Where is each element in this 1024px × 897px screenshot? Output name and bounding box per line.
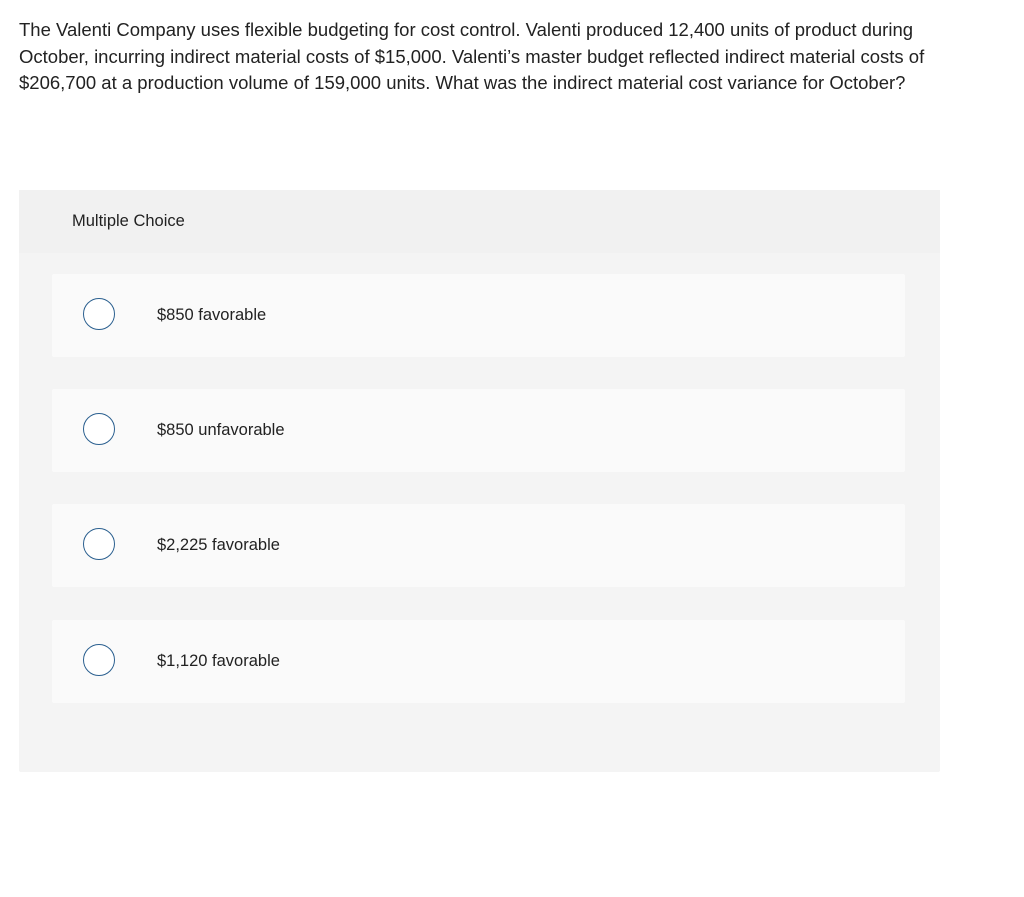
- answer-option-1[interactable]: [52, 274, 905, 357]
- multiple-choice-header: [19, 190, 940, 253]
- question-text: The Valenti Company uses flexible budgeting for cost control. Valenti produced 12,400 units of product during October, incurring indirect material costs of $15,000. Valenti’s master budget reflected indirect material costs of $206,700 at a production volume of 159,000 units. What was the indirect material cost variance for October?: [19, 19, 925, 93]
- answer-option-label: $2,225 favorable: [157, 536, 280, 554]
- answer-option-label: $1,120 favorable: [157, 652, 280, 670]
- radio-unchecked-icon[interactable]: [83, 298, 115, 330]
- answer-option-3[interactable]: [52, 504, 905, 587]
- multiple-choice-panel: [19, 190, 940, 772]
- radio-unchecked-icon[interactable]: [83, 413, 115, 445]
- radio-unchecked-icon[interactable]: [83, 528, 115, 560]
- answer-option-4[interactable]: [52, 620, 905, 703]
- radio-unchecked-icon[interactable]: [83, 644, 115, 676]
- answer-option-label: $850 unfavorable: [157, 421, 285, 439]
- answer-option-label: $850 favorable: [157, 306, 267, 324]
- multiple-choice-title: Multiple Choice: [72, 212, 185, 230]
- answer-option-2[interactable]: [52, 389, 905, 472]
